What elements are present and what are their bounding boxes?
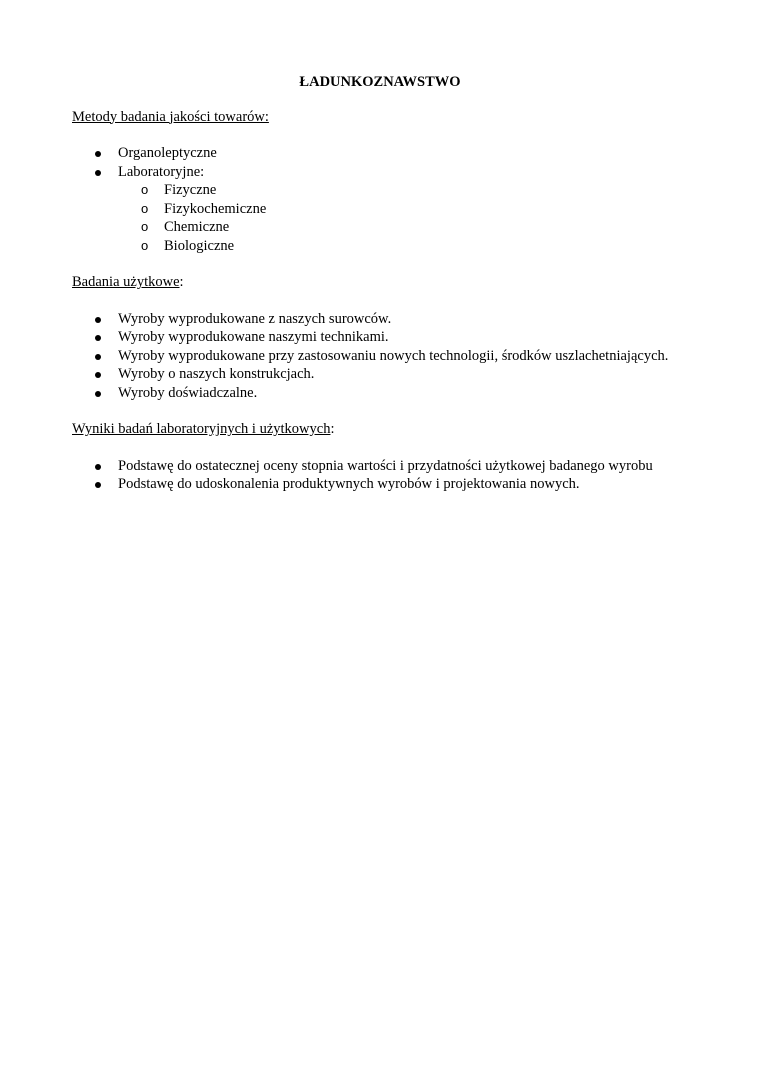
bullet-icon — [95, 391, 101, 397]
circle-bullet-icon: o — [141, 182, 149, 197]
sublist-item-text: Fizykochemiczne — [164, 200, 267, 217]
section-heading-text: Metody badania jakości towarów: — [72, 108, 269, 125]
bullet-icon — [95, 464, 101, 470]
list-item — [72, 310, 688, 329]
sublist-item — [118, 218, 688, 237]
section-heading-results — [72, 420, 688, 439]
list-item — [72, 144, 688, 163]
list-item — [72, 457, 688, 476]
list-item-text: Podstawę do ostatecznej oceny stopnia wartości i przydatności użytkowej badanego wyrobu — [118, 457, 653, 474]
list-item — [72, 384, 688, 403]
sublist-item-text: Fizyczne — [164, 182, 217, 198]
list-item-text: Podstawę do udoskonalenia produktywnych wyrobów i projektowania nowych. — [118, 476, 580, 492]
bullet-icon — [95, 354, 101, 360]
sublist-item — [118, 200, 688, 219]
laboratory-sublist — [118, 181, 688, 255]
list-item-text: Wyroby wyprodukowane naszymi technikami. — [118, 329, 389, 345]
document-page — [72, 73, 688, 512]
list-item-text: Wyroby o naszych konstrukcjach. — [118, 366, 315, 382]
sublist-item-text: Biologiczne — [164, 237, 235, 254]
sublist-item — [118, 237, 688, 256]
list-item-text: Laboratoryjne: — [118, 163, 205, 180]
list-item — [72, 475, 688, 494]
list-item-text: Organoleptyczne — [118, 145, 217, 161]
section-heading-suffix: : — [179, 274, 184, 290]
section-heading-methods — [72, 108, 688, 127]
section-heading-text: Wyniki badań laboratoryjnych i użytkowych — [72, 421, 331, 437]
list-item-text: Wyroby wyprodukowane z naszych surowców. — [118, 310, 392, 327]
bullet-icon — [95, 170, 101, 176]
list-item — [72, 347, 688, 366]
list-item — [72, 163, 688, 256]
list-item-text: Wyroby wyprodukowane przy zastosowaniu nowych technologii, środków uszlachetniających. — [118, 347, 669, 364]
circle-bullet-icon: o — [141, 200, 149, 216]
sublist-item-text: Chemiczne — [164, 219, 230, 235]
section-heading-text: Badania użytkowe — [72, 274, 180, 290]
sublist-item — [118, 181, 688, 200]
document-title: ŁADUNKOZNAWSTWO — [299, 74, 461, 90]
usage-tests-list — [72, 310, 688, 403]
section-heading-usage-tests — [72, 273, 688, 292]
list-item-text: Wyroby doświadczalne. — [118, 384, 258, 401]
list-item — [72, 328, 688, 347]
list-item — [72, 365, 688, 384]
bullet-icon — [95, 317, 101, 323]
bullet-icon — [95, 372, 101, 378]
bullet-icon — [95, 151, 101, 157]
results-list — [72, 457, 688, 494]
circle-bullet-icon: o — [141, 237, 149, 253]
bullet-icon — [95, 482, 101, 488]
bullet-icon — [95, 335, 101, 341]
methods-list — [72, 144, 688, 255]
section-heading-suffix: : — [330, 421, 335, 437]
circle-bullet-icon: o — [141, 219, 149, 234]
